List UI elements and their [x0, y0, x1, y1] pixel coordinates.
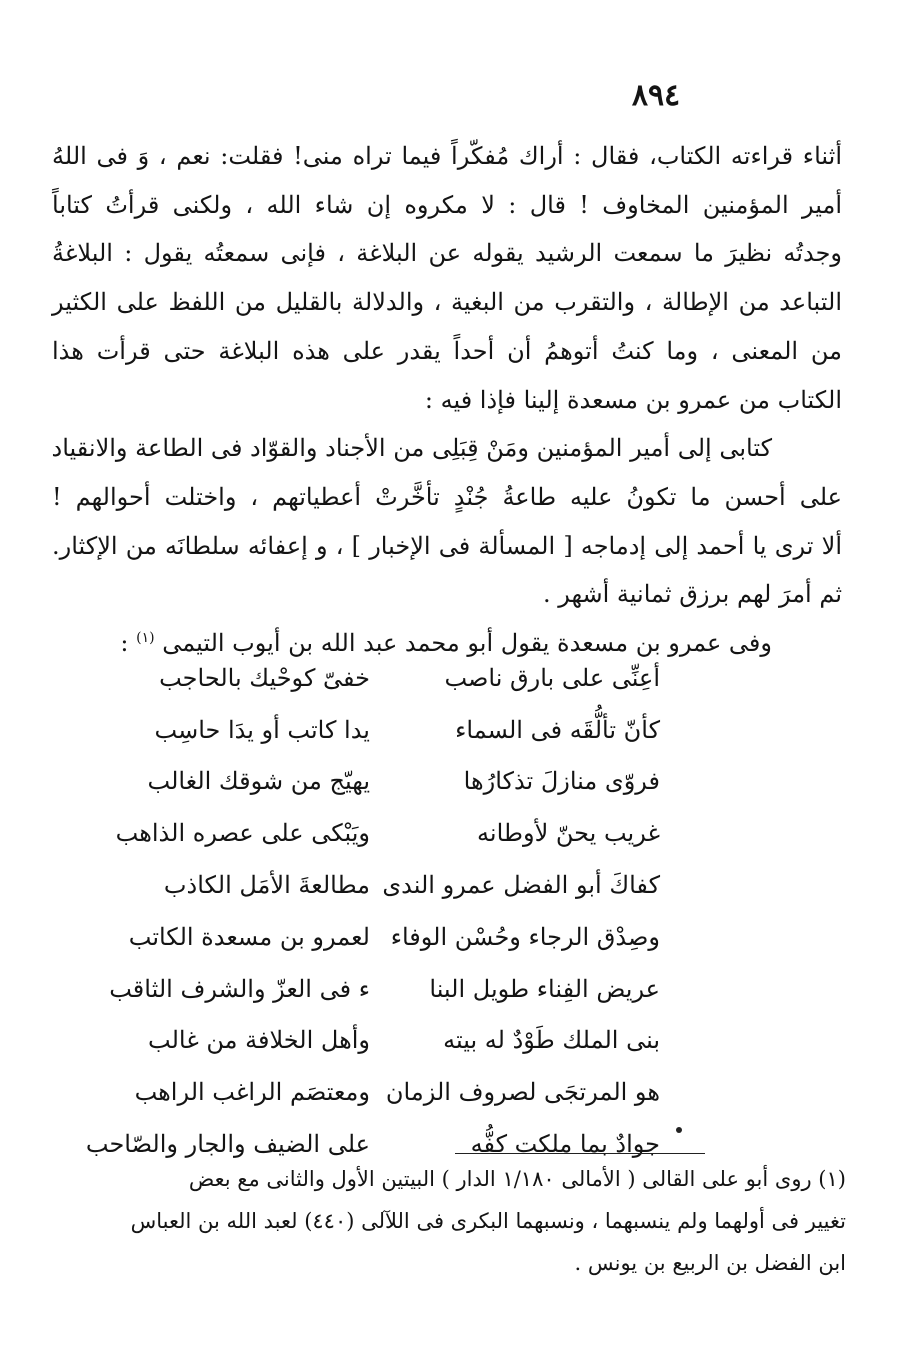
prose-line: أثناء قراءته الكتاب، فقال : أراك مُفكّراً فيما تراه منى! فقلت: نعم ، وَ فى اللهُ	[52, 142, 842, 170]
verse	[120, 859, 660, 911]
verse-first-hemistich: كأنّ تألُّقَه فى السماء	[455, 715, 660, 744]
verse-second-hemistich: وأهل الخلافة من غالب	[148, 1026, 370, 1055]
poem	[85, 652, 660, 1170]
verse-first-hemistich: فروّى منازلَ تذكارُها	[463, 767, 660, 796]
verse-intro-colon: :	[120, 629, 129, 658]
verse-first-hemistich: غريب يحنّ لأوطانه	[477, 819, 660, 848]
prose-line: الكتاب من عمرو بن مسعدة إلينا فإذا فيه :	[424, 385, 842, 414]
verse	[120, 704, 660, 756]
prose-line: التباعد من الإطالة ، والتقرب من البغية ، والدلالة بالقليل من اللفظ على الكثير	[52, 288, 842, 317]
verse-second-hemistich: ومعتصَم الراغب الراهب	[134, 1078, 370, 1107]
verse	[120, 911, 660, 963]
verse-first-hemistich: بنى الملك طَوْدٌ له بيته	[443, 1026, 660, 1055]
prose-line: ألا ترى يا أحمد إلى إدماجه [ المسألة فى الإخبار ] ، و إعفائه سلطانَه من الإكثار.	[52, 531, 842, 560]
footnote-reference: (١)	[136, 630, 155, 647]
prose-line: وجدتُه نظيرَ ما سمعت الرشيد يقوله عن البلاغة ، فإنى سمعتُه يقول : البلاغةُ	[52, 239, 842, 268]
footnote-line: ابن الفضل بن الربيع بن يونس .	[574, 1251, 846, 1275]
verse	[115, 807, 660, 859]
verse-second-hemistich: يدا كاتب أو يدَا حاسِب	[154, 715, 370, 744]
verse	[120, 756, 660, 808]
verse	[120, 1066, 660, 1118]
footnote	[60, 1158, 846, 1284]
prose-line: ثم أمرَ لهم برزق ثمانية أشهر .	[542, 580, 842, 609]
verse-second-hemistich: لعمرو بن مسعدة الكاتب	[128, 922, 370, 951]
verse	[120, 652, 660, 704]
prose-block	[52, 132, 842, 668]
verse	[109, 963, 660, 1015]
footnote-line: تغيير فى أولهما ولم ينسبهما ، ونسبهما البكرى فى اللآلى (٤٤٠) لعبد الله بن العباس	[130, 1209, 846, 1233]
verse-first-hemistich: وصِدْق الرجاء وحُسْن الوفاء	[390, 922, 660, 951]
prose-line: كتابى إلى أمير المؤمنين ومَنْ قِبَلِى من الأجناد والقوّاد فى الطاعة والانقياد	[51, 434, 772, 463]
verse-second-hemistich: ء فى العزّ والشرف الثاقب	[109, 974, 370, 1003]
verse-first-hemistich: جوادٌ بما ملكت كفُّه	[470, 1130, 660, 1159]
footnote-divider	[455, 1153, 705, 1154]
verse-first-hemistich: عريض الفِناء طويل البنا	[429, 974, 660, 1003]
prose-line: أمير المؤمنين المخاوف ! قال : لا مكروه إن شاء الله ، ولكنى قرأتُ كتاباً	[52, 190, 842, 219]
page-number: ٨٩٤	[631, 78, 681, 113]
verse-second-hemistich: مطالعةَ الأمَل الكاذب	[163, 871, 370, 900]
verse-intro-text: وفى عمرو بن مسعدة يقول أبو محمد عبد الله بن أيوب التيمى	[162, 629, 772, 658]
prose-line: من المعنى ، وما كنتُ أتوهمُ أن أحداً يقدر على هذه البلاغة حتى قرأت هذا	[52, 336, 842, 365]
verse-second-hemistich: يهيّج من شوقك الغالب	[147, 767, 370, 796]
prose-line: على أحسن ما تكونُ عليه طاعةُ جُنْدٍ تأخَّرتْ أعطياتهم ، واختلت أحوالهم !	[52, 482, 842, 511]
verse-second-hemistich: على الضيف والجار والصّاحب	[85, 1130, 370, 1159]
verse-first-hemistich: هو المرتجَى لصروف الزمان	[385, 1078, 660, 1107]
footnote-line: (١) روى أبو على القالى ( الأمالى ١/١٨٠ الدار ) البيتين الأول والثانى مع بعض	[188, 1167, 846, 1191]
verse-first-hemistich: أعِنِّى على بارق ناصب	[444, 663, 660, 692]
verse-first-hemistich: كفاكَ أبو الفضل عمرو الندى	[382, 871, 660, 900]
verse	[120, 1015, 660, 1067]
verse-second-hemistich: ويَبْكى على عصره الذاهب	[115, 819, 370, 848]
verse-second-hemistich: خفىّ كوحْيك بالحاجب	[159, 663, 370, 692]
ink-dot	[676, 1127, 682, 1133]
